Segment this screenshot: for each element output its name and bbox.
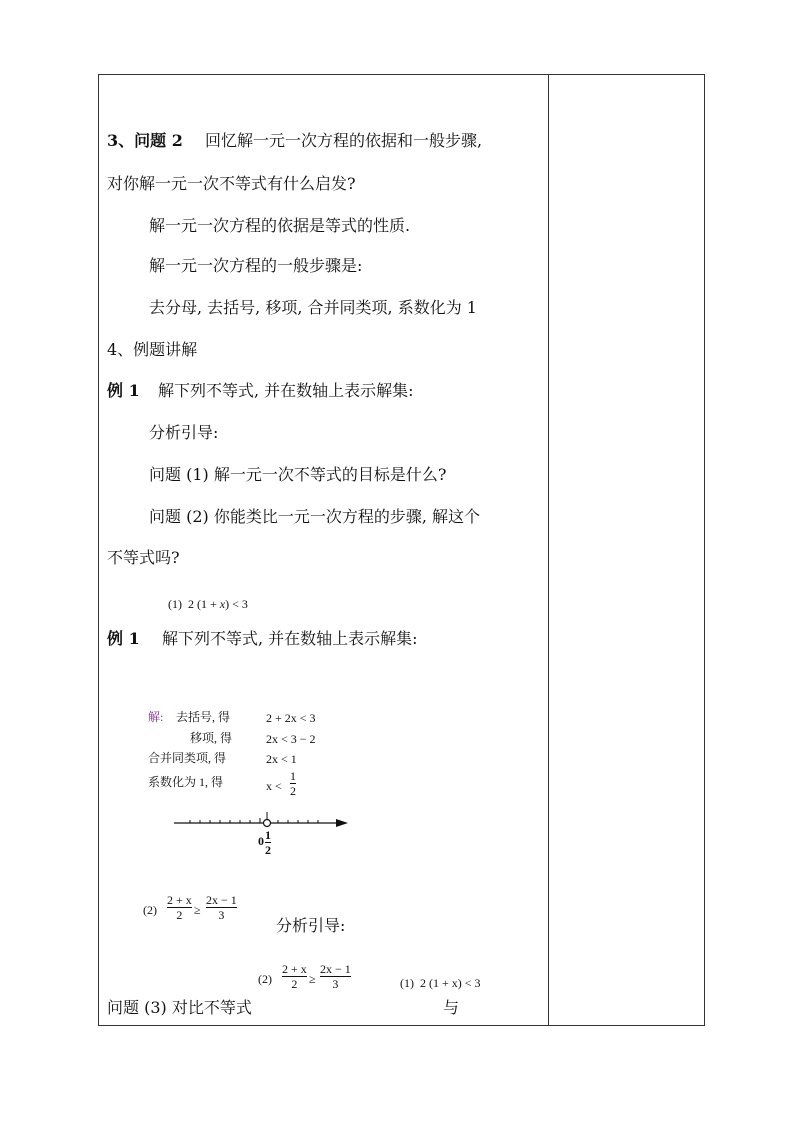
inequality-2b-left: 2 + x 2 [282,962,307,991]
solution-step-3: 合并同类项, 得 [148,751,227,765]
solution-step-2: 移项, 得 [190,731,233,745]
inequality-2b-right: 2x − 1 3 [320,962,351,991]
solution-result-4: x < [266,779,282,793]
question-2-cont: 不等式吗? [107,548,180,567]
inequality-2-left: 2 + x 2 [167,893,192,922]
solution-result-1: 2 + 2x < 3 [266,711,316,725]
section3-heading: 3、问题 2 [107,131,183,150]
inequality-2-label: (2) [143,903,157,917]
solution-result-2: 2x < 3 − 2 [266,732,316,746]
inequality-1: (1) 2 (1 + x) < 3 [168,597,248,611]
steps-intro: 解一元一次方程的一般步骤是: [149,256,363,275]
solution-label: 解: [148,710,164,724]
question-2: 问题 (2) 你能类比一元一次方程的步骤, 解这个 [149,507,481,526]
column-divider [548,74,549,1026]
solution-step-1: 去括号, 得 [176,710,231,724]
equation-basis: 解一元一次方程的依据是等式的性质. [149,216,411,235]
axis-half: 1 2 [265,828,271,857]
inequality-2-op: ≥ [194,903,201,917]
steps-list: 去分母, 去括号, 移项, 合并同类项, 系数化为 1 [149,298,477,317]
axis-zero: 0 [258,834,264,848]
section3-question: 回忆解一元一次方程的依据和一般步骤, [205,131,483,150]
analysis-heading: 分析引导: [149,423,219,442]
inequality-2b-op: ≥ [309,972,316,986]
example-label: 例 1 [107,381,140,400]
section3-question-cont: 对你解一元一次不等式有什么启发? [107,174,356,193]
question-3-and: 与 [443,998,460,1017]
inequality-1b: (1) 2 (1 + x) < 3 [400,976,481,990]
section4-heading: 4、例题讲解 [107,340,198,359]
example2-label: 例 1 [107,629,140,648]
inequality-2-right: 2x − 1 3 [206,893,237,922]
solution-result-3: 2x < 1 [266,752,297,766]
solution-fraction: 1 2 [290,769,296,798]
question-1: 问题 (1) 解一元一次不等式的目标是什么? [149,465,447,484]
question-3: 问题 (3) 对比不等式 [107,998,252,1017]
analysis2-heading: 分析引导: [276,916,346,935]
example-text: 解下列不等式, 并在数轴上表示解集: [158,381,414,400]
example2-text: 解下列不等式, 并在数轴上表示解集: [162,629,418,648]
solution-step-4: 系数化为 1, 得 [148,775,224,789]
inequality-2b-label: (2) [258,972,272,986]
